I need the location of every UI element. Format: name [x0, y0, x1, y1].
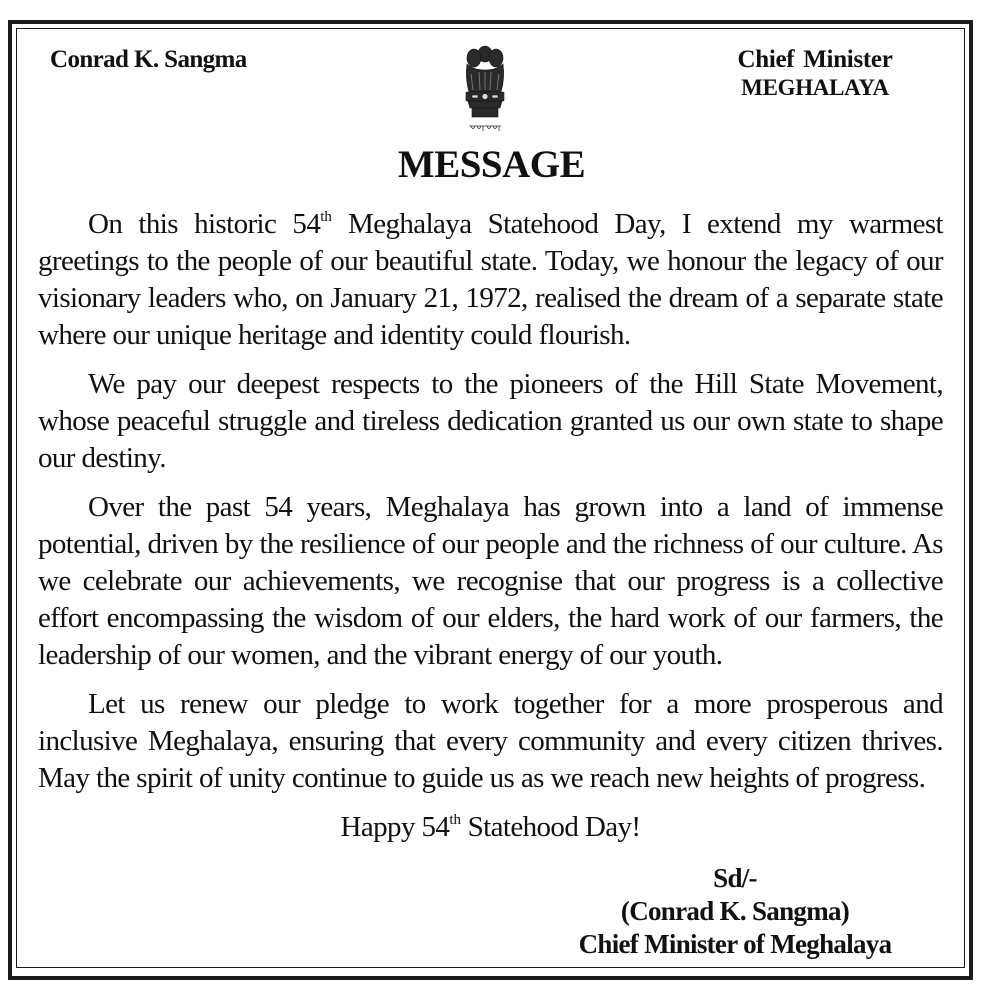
paragraph-2: We pay our deepest respects to the pioneers of the Hill State Movement, whose peaceful struggle and tireless dedication granted us our own state to shape our destiny.	[38, 368, 943, 474]
closing-rest: Statehood Day!	[460, 811, 641, 843]
paragraph-1-ordinal: th	[320, 209, 332, 225]
paragraph-1	[38, 206, 943, 354]
signature-sd: Sd/-	[713, 863, 757, 893]
signature-name: (Conrad K. Sangma)	[620, 896, 850, 926]
header-state: MEGHALAYA	[741, 75, 889, 100]
state-emblem-icon	[459, 44, 511, 136]
header-designation: Chief Minister	[737, 46, 893, 73]
header-designation-block	[700, 46, 930, 102]
closing-ordinal: th	[449, 812, 461, 828]
signature-block	[560, 862, 910, 961]
message-body	[38, 206, 943, 858]
emblem-motto-script	[469, 126, 501, 131]
paragraph-1-rest: Meghalaya Statehood Day, I extend my warmest greetings to the people of our beautiful state. Today, we honour the legacy of our visionary leaders who, on January 21, 1972, realised the dream of a separate state where our unique heritage and identity could flourish.	[38, 208, 943, 351]
page-title: MESSAGE	[397, 143, 586, 186]
header-name: Conrad K. Sangma	[50, 46, 247, 73]
paragraph-4: Let us renew our pledge to work together for a more prosperous and inclusive Meghalaya, ensuring that every community and every citizen thrives. May the spirit of unity continue to guide us as we reach new heights of progress.	[38, 688, 943, 794]
paragraph-3: Over the past 54 years, Meghalaya has grown into a land of immense potential, driven by the resilience of our people and the richness of our culture. As we celebrate our achievements, we recognise that our progress is a collective effort encompassing the wisdom of our elders, the hard work of our farmers, the leadership of our women, and the vibrant energy of our youth.	[38, 491, 943, 671]
signature-title: Chief Minister of Meghalaya	[578, 929, 892, 959]
closing-greeting	[38, 809, 943, 846]
paragraph-1-start: On this historic 54	[88, 208, 321, 240]
closing-start: Happy 54	[340, 811, 450, 843]
